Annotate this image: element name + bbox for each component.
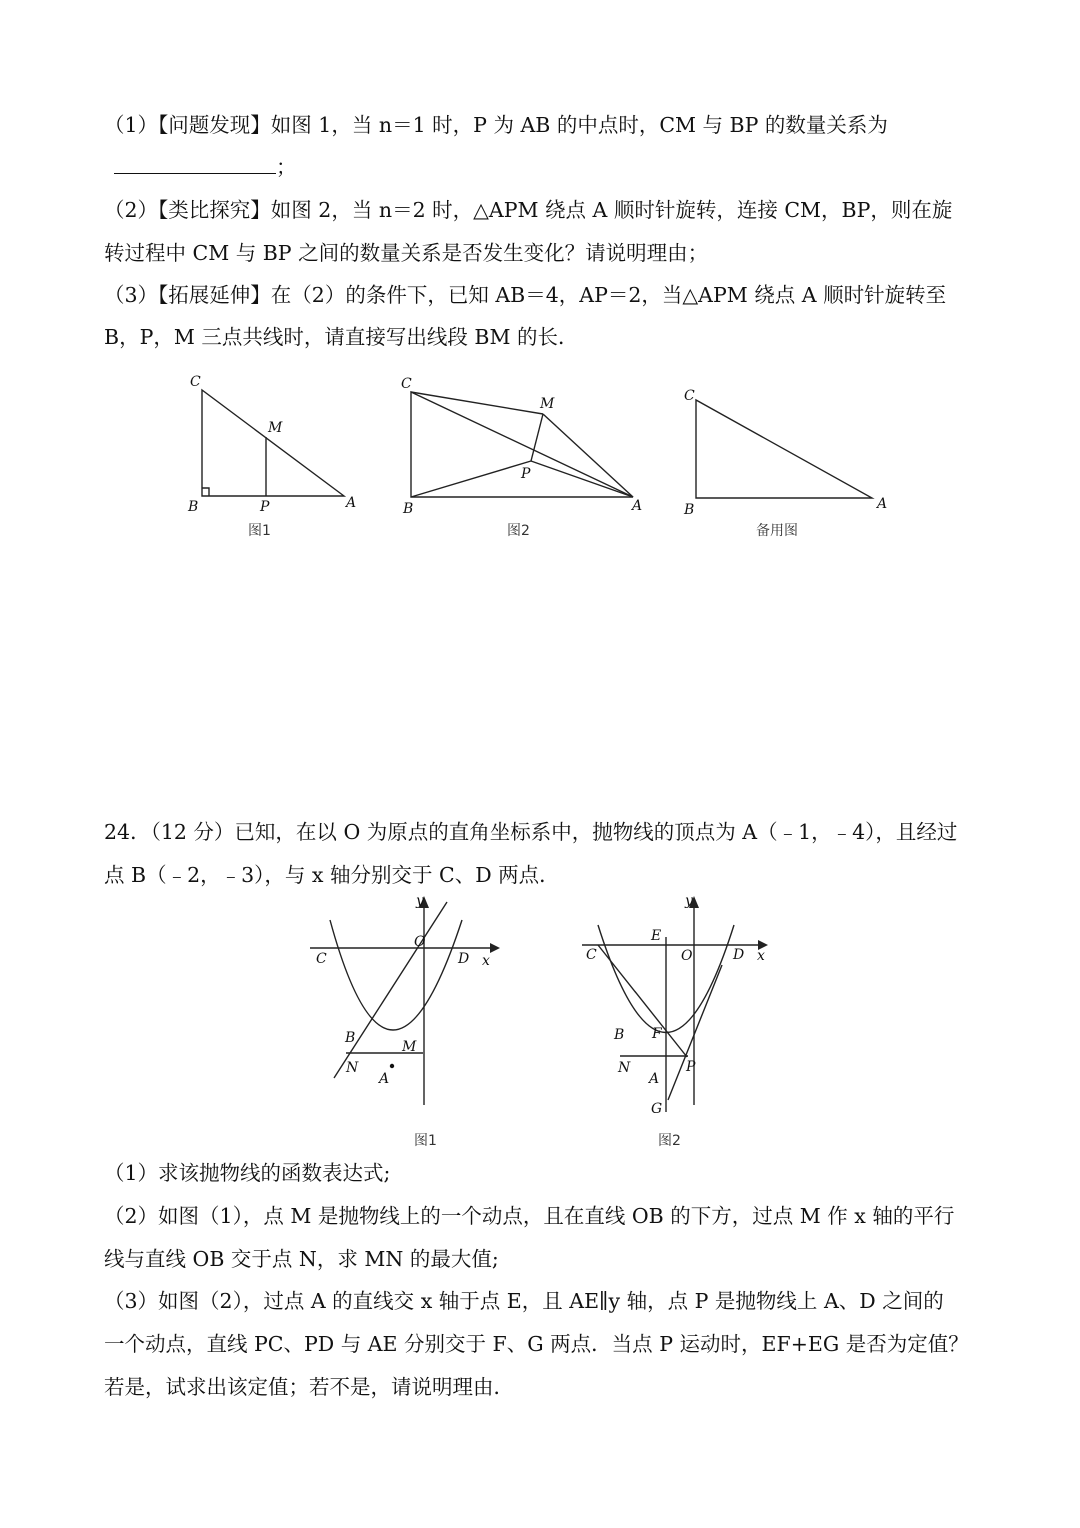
label-x: x bbox=[757, 948, 765, 964]
label-A: A bbox=[632, 498, 643, 514]
figure-caption: 图1 bbox=[414, 1133, 437, 1149]
q23-figure-backup bbox=[676, 370, 906, 545]
q24-part3-text-b: 一个动点，直线 PC、PD 与 AE 分别交于 F、G 两点．当点 P 运动时，EF+EG 是否为定值？ bbox=[104, 1332, 969, 1356]
q24-stem-line-a bbox=[104, 818, 957, 846]
q24-part3-text-a: （3）如图（2），过点 A 的直线交 x 轴于点 E，且 AE∥y 轴，点 P 是抛物线上 A、D 之间的 bbox=[104, 1289, 944, 1313]
label-P: P bbox=[260, 499, 270, 515]
answer-blank bbox=[114, 153, 276, 174]
label-C: C bbox=[316, 951, 327, 967]
q23-part1-text: （1）【问题发现】如图 1，当 n＝1 时，P 为 AB 的中点时，CM 与 BP 的数量关系为 bbox=[104, 113, 888, 137]
q23-figure-2 bbox=[395, 370, 660, 545]
label-y: y bbox=[416, 893, 424, 909]
q24-stem-line-b bbox=[104, 861, 560, 889]
q24-part2-text-b: 线与直线 OB 交于点 N，求 MN 的最大值; bbox=[104, 1247, 499, 1271]
triangle-abc bbox=[202, 390, 344, 496]
q24-part2-line-b bbox=[104, 1245, 499, 1273]
label-F: F bbox=[652, 1026, 662, 1042]
q23-part3-text-b: B，P，M 三点共线时，请直接写出线段 BM 的长． bbox=[104, 325, 579, 349]
label-y: y bbox=[685, 893, 693, 909]
label-N: N bbox=[346, 1060, 359, 1076]
q24-part2-line-a bbox=[104, 1202, 954, 1230]
q24-part1-line bbox=[104, 1159, 390, 1187]
q24-part3-text-c: 若是，试求出该定值；若不是，请说明理由． bbox=[104, 1375, 514, 1399]
label-A: A bbox=[649, 1071, 660, 1087]
vertex-point bbox=[390, 1064, 394, 1068]
figure-caption: 图2 bbox=[507, 523, 530, 539]
q24-part3-line-a bbox=[104, 1287, 944, 1315]
q23-part2-text-a: （2）【类比探究】如图 2，当 n＝2 时，△APM 绕点 A 顺时针旋转，连接 CM，BP，则在旋 bbox=[104, 198, 953, 222]
q23-part1-line bbox=[104, 111, 888, 139]
label-D: D bbox=[458, 951, 470, 967]
label-O: O bbox=[681, 948, 693, 964]
triangle-abc bbox=[696, 400, 872, 498]
q23-part3-line-a bbox=[104, 281, 946, 309]
label-O: O bbox=[414, 934, 426, 950]
label-x: x bbox=[482, 953, 490, 969]
q24-part3-line-b bbox=[104, 1330, 969, 1358]
label-M: M bbox=[268, 420, 283, 436]
q23-part3-text-a: （3）【拓展延伸】在（2）的条件下，已知 AB＝4，AP＝2，当△APM 绕点 A 顺时针旋转至 bbox=[104, 283, 947, 307]
label-M: M bbox=[402, 1039, 417, 1055]
segment-cm bbox=[411, 392, 543, 414]
parabola-curve bbox=[330, 920, 462, 1030]
label-B: B bbox=[188, 499, 199, 515]
segment-pa bbox=[531, 461, 633, 497]
label-B: B bbox=[684, 502, 695, 518]
q24-stem-text-b: 点 B（﹣2，﹣3），与 x 轴分别交于 C、D 两点． bbox=[104, 863, 560, 887]
label-B: B bbox=[403, 501, 414, 517]
label-A: A bbox=[346, 495, 357, 511]
line-pd bbox=[668, 965, 722, 1100]
q23-part1-end: ； bbox=[276, 155, 297, 179]
q24-figure-2 bbox=[570, 890, 785, 1155]
label-P: P bbox=[521, 466, 531, 482]
q23-part2-line-a bbox=[104, 196, 952, 224]
x-axis-arrow-icon bbox=[490, 943, 500, 953]
figure-caption: 图1 bbox=[248, 523, 271, 539]
label-C: C bbox=[586, 947, 597, 963]
line-ob bbox=[334, 902, 447, 1078]
label-E: E bbox=[651, 928, 662, 944]
q23-answer-blank-line bbox=[104, 153, 297, 181]
q24-part2-text-a: （2）如图（1），点 M 是抛物线上的一个动点，且在直线 OB 的下方，过点 M 作 x 轴的平行 bbox=[104, 1204, 955, 1228]
label-D: D bbox=[733, 947, 745, 963]
label-C: C bbox=[401, 376, 412, 392]
label-G: G bbox=[651, 1101, 663, 1117]
q23-part2-line-b bbox=[104, 239, 708, 267]
q24-part3-line-c bbox=[104, 1373, 514, 1401]
right-angle-mark bbox=[202, 488, 209, 496]
figure-caption: 备用图 bbox=[756, 523, 798, 539]
segment-bp bbox=[411, 461, 531, 497]
label-N: N bbox=[618, 1060, 631, 1076]
q24-part1-text: （1）求该抛物线的函数表达式; bbox=[104, 1161, 391, 1185]
label-M: M bbox=[540, 396, 555, 412]
q23-part3-line-b bbox=[104, 323, 578, 351]
label-B: B bbox=[614, 1027, 625, 1043]
q24-figure-1 bbox=[300, 890, 515, 1155]
label-B: B bbox=[345, 1030, 356, 1046]
segment-ma bbox=[543, 414, 633, 497]
line-cp bbox=[598, 945, 687, 1057]
q23-part2-text-b: 转过程中 CM 与 BP 之间的数量关系是否发生变化？请说明理由； bbox=[104, 241, 709, 265]
label-C: C bbox=[190, 374, 201, 390]
q24-stem-text-a: 24．（12 分）已知，在以 O 为原点的直角坐标系中，抛物线的顶点为 A（﹣1，﹣4），且经过 bbox=[104, 820, 958, 844]
label-A: A bbox=[379, 1071, 390, 1087]
figure-caption: 图2 bbox=[658, 1133, 681, 1149]
q23-figure-1 bbox=[180, 370, 370, 545]
label-A: A bbox=[877, 496, 888, 512]
label-P: P bbox=[686, 1059, 696, 1075]
label-C: C bbox=[684, 388, 695, 404]
